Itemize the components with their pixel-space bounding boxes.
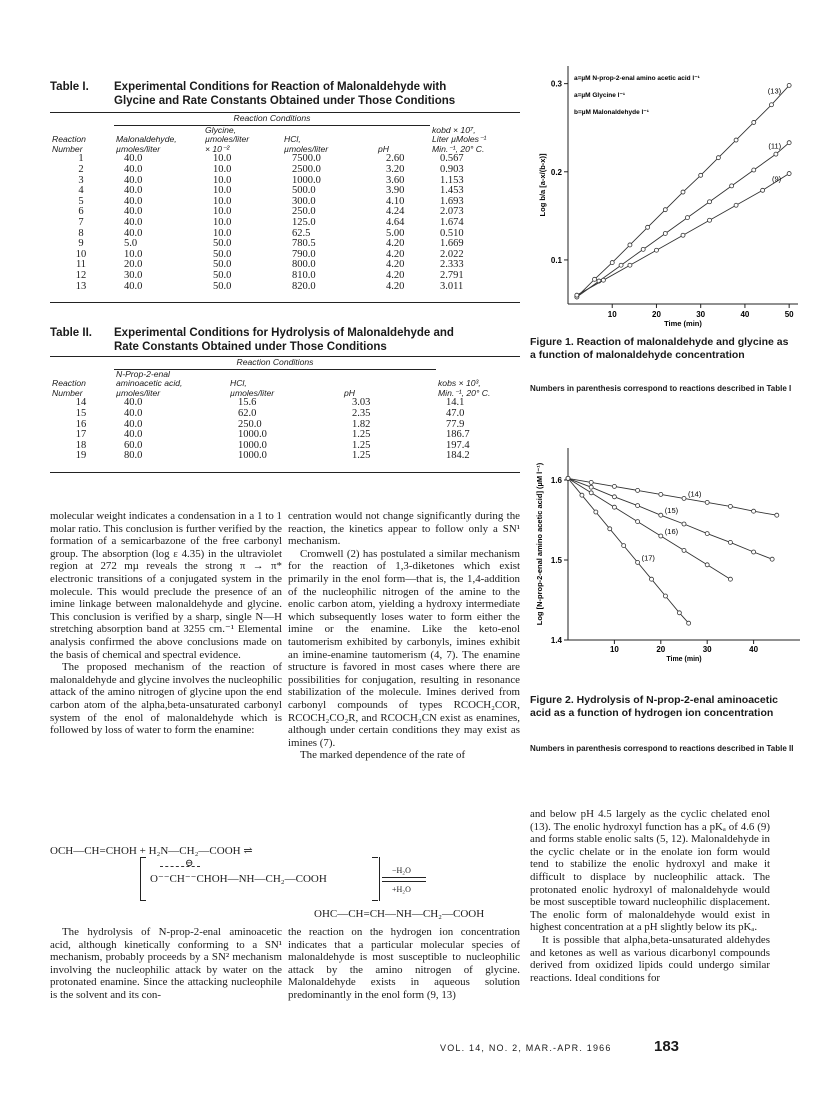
table1-cell: 780.5	[292, 238, 316, 250]
table1-cell: 30.0	[124, 269, 143, 281]
table2-cell: 62.0	[238, 407, 257, 419]
table1-group-header: Reaction Conditions	[114, 114, 430, 125]
table1-cell: 5.0	[124, 238, 138, 250]
fig1-data-point	[752, 120, 756, 124]
table1-cell: 1.693	[440, 195, 464, 207]
fig1-y-label: Log b/a [a-x/(b-x)]	[538, 153, 547, 217]
fig1-data-point	[734, 138, 738, 142]
table1-cell: 40.0	[124, 206, 143, 218]
fig1-series-label: (11)	[768, 141, 782, 151]
table2-cell: 250.0	[238, 418, 262, 430]
equation-plus-water: +H₂O	[392, 885, 411, 894]
table1-cell: 810.0	[292, 269, 316, 281]
fig1-series-line	[577, 143, 789, 297]
table1-cell: 50.0	[213, 238, 232, 250]
figure1-note: Numbers in parenthesis correspond to reactions described in Table I	[530, 384, 792, 393]
table1-cell: 800.0	[292, 259, 316, 271]
table1-cell: 10	[75, 248, 87, 260]
table1-row	[50, 218, 520, 229]
table1-cell: 3.20	[386, 163, 405, 175]
fig1-y-tick-label: 0.3	[550, 79, 562, 89]
table2-body	[50, 398, 520, 462]
table1-cell: 1.669	[440, 238, 464, 250]
column-3	[530, 808, 770, 984]
table2-cell: 40.0	[124, 397, 143, 409]
table1-cell: 40.0	[124, 216, 143, 228]
fig1-x-tick-label: 10	[607, 310, 617, 319]
table1-cell: 3	[78, 174, 84, 186]
table2-title-line1: Experimental Conditions for Hydrolysis of Malonaldehyde and	[114, 327, 454, 339]
fig2-data-point	[659, 513, 663, 517]
table2-cell: 47.0	[446, 407, 465, 419]
equation-charge: ⊖	[185, 858, 194, 869]
table1-cell: 10.0	[213, 153, 232, 165]
table1-cell: 9	[78, 238, 84, 250]
table2-cell: 1000.0	[238, 429, 267, 441]
table1-cell: 1000.0	[292, 174, 321, 186]
fig2-data-point	[728, 540, 732, 544]
table2-label: Table II.	[50, 327, 92, 339]
fig2-data-point	[608, 527, 612, 531]
fig2-data-point	[705, 532, 709, 536]
table1-title-line2: Glycine and Rate Constants Obtained under Those Conditions	[114, 95, 456, 107]
page-number: 183	[654, 1038, 680, 1055]
fig2-data-point	[752, 509, 756, 513]
fig2-data-point	[687, 621, 691, 625]
fig1-data-point	[601, 278, 605, 282]
table2-cell: 1.25	[352, 439, 371, 451]
fig1-data-point	[646, 225, 650, 229]
fig1-data-point	[774, 152, 778, 156]
table1-cell: 125.0	[292, 216, 316, 228]
table1-cell: 7500.0	[292, 153, 321, 165]
fig1-y-tick-label: 0.2	[550, 167, 562, 177]
table2-cell: 1.25	[352, 450, 371, 462]
table1: Reaction Conditions Reaction Number Malonaldehyde, µmoles/liter Glycine, µmoles/liter × 10⁻² HCl, µmoles/liter pH kobd × 10⁷, Liter µMoles⁻¹ Min.⁻¹, 20° C. 1 40.0 10.0 7500.0 2.60 0.567 2 40.0 10.0 2500.0 3.20 0.903 3 40.0 10.0 1000.0 3.60 1.153 4 40.0 10.0 500.0 3.90 1.453 5 40.0 10.0 300.0 4.10 1.693 6 40.0 10.0 250.0 4.24 2.073 7 40.0 10.0 125.0 4.64 1.674 8 40.0 10.0 62.5 5.00 0.510 9 5.0 50.0 780.5 4.20 1.669 10 10.0 50.0 790.0 4.20 2.022 11 20.0 50.0 800.0 4.20 2.333 12 30.0 50.0 810.0 4.20 2.791 13 40.0 50.0 820.0 4.20 3.011	[50, 114, 520, 292]
fig2-data-point	[677, 611, 681, 615]
fig2-data-point	[612, 505, 616, 509]
table1-cell: 50.0	[213, 280, 232, 292]
fig1-series-label: (9)	[771, 174, 782, 184]
fig1-data-point	[730, 184, 734, 188]
fig1-data-point	[610, 261, 614, 265]
table1-cell: 3.011	[440, 280, 464, 292]
col2-paragraph-1: centration would not change significantly during the reaction, the kinetics appear to follow only a SN¹ mechanism.	[288, 510, 520, 548]
fig1-data-point	[654, 248, 658, 252]
fig2-data-point	[589, 485, 593, 489]
fig2-data-point	[636, 488, 640, 492]
fig2-y-tick-label: 1.5	[550, 556, 562, 565]
fig1-data-point	[663, 208, 667, 212]
table1-cell: 62.5	[292, 227, 311, 239]
table1-cell: 2	[78, 163, 84, 175]
table1-cell: 10.0	[213, 195, 232, 207]
table1-cell: 10.0	[213, 163, 232, 175]
table1-cell: 10.0	[213, 206, 232, 218]
fig2-data-point	[659, 534, 663, 538]
table2-group-header: Reaction Conditions	[114, 358, 436, 369]
fig1-data-point	[761, 188, 765, 192]
table1-cell: 20.0	[124, 259, 143, 271]
fig2-data-point	[752, 550, 756, 554]
table1-cell: 40.0	[124, 280, 143, 292]
table2-cell: 1000.0	[238, 439, 267, 451]
fig1-data-point	[752, 168, 756, 172]
table1-cell: 5.00	[386, 227, 405, 239]
fig2-data-point	[775, 513, 779, 517]
table1-cell: 10.0	[124, 248, 143, 260]
table1-cell: 4.24	[386, 206, 405, 218]
fig2-data-point	[728, 577, 732, 581]
fig2-series-label: (16)	[664, 527, 679, 536]
table1-cell: 6	[78, 206, 84, 218]
table1-cell: 40.0	[124, 163, 143, 175]
fig2-x-tick-label: 40	[749, 645, 759, 654]
table1-cell: 1.153	[440, 174, 464, 186]
fig2-data-point	[612, 484, 616, 488]
table1-cell: 4.20	[386, 280, 405, 292]
table1-cell: 10.0	[213, 216, 232, 228]
table1-cell: 10.0	[213, 185, 232, 197]
fig2-data-point	[580, 493, 584, 497]
fig1-data-point	[663, 231, 667, 235]
table2: Reaction Conditions Reaction Number N-Prop-2-enal aminoacetic acid, µmoles/liter HCl, µmoles/liter pH kobs × 10³, Min.⁻¹, 20° C. 14 40.0 15.6 3.03 14.1 15 40.0 62.0 2.35 47.0 16 40.0 250.0 1.82 77.9 17 40.0 1000.0 1.25 186.7 18 60.0 1000.0 1.25 197.4 19 80.0 1000.0 1.25 184.2	[50, 358, 520, 462]
table1-cell: 1.674	[440, 216, 464, 228]
table1-cell: 2.791	[440, 269, 464, 281]
fig1-data-point	[575, 293, 579, 297]
table2-cell: 186.7	[446, 429, 470, 441]
table1-cell: 500.0	[292, 185, 316, 197]
fig1-data-point	[685, 216, 689, 220]
table2-cell: 1000.0	[238, 450, 267, 462]
table2-row	[50, 451, 520, 462]
fig1-data-point	[787, 172, 791, 176]
table1-cell: 40.0	[124, 227, 143, 239]
equation-line-2: O⁻⁻CH⁻⁻CHOH—NH—CH₂—COOH	[150, 873, 327, 885]
table2-caption	[50, 326, 520, 354]
fig2-x-tick-label: 20	[656, 645, 666, 654]
fig2-x-tick-label: 30	[702, 645, 712, 654]
table1-cell: 40.0	[124, 174, 143, 186]
column-2-bottom	[288, 926, 520, 1002]
col3-paragraph-2: It is possible that alpha,beta-unsaturated aldehydes and ketones as well as various dicarbonyl compounds derived from oxidized lipids could undergo similar reactions. Ideal conditions for	[530, 933, 770, 984]
fig2-data-point	[589, 491, 593, 495]
figure2-chart	[528, 440, 810, 664]
table1-cell: 50.0	[213, 269, 232, 281]
table2-row	[50, 409, 520, 420]
table2-cell: 1.25	[352, 429, 371, 441]
column-1-top	[50, 510, 282, 737]
fig1-data-point	[769, 103, 773, 107]
fig2-data-point	[659, 492, 663, 496]
table1-title-line1: Experimental Conditions for Reaction of Malonaldehyde with	[114, 81, 447, 93]
fig1-x-label: Time (min)	[664, 319, 702, 328]
fig1-data-point	[681, 190, 685, 194]
table2-cell: 1.82	[352, 418, 371, 430]
col1-paragraph-1: molecular weight indicates a condensation in a 1 to 1 molar ratio. This conclusion is further verified by the formation of a semicarbazone of the free carbonyl group. The absorption (log ε 4.35) in the ultraviolet region at 272 mµ reveals the strong π → π* electronic transitions of a conjugated system in the molecule. This would preclude the presence of an imine linkage between malonaldehyde and glycine. This conclusion is verified by a sharp, single N—H stretching absorption band at 3255 cm.⁻¹ Elemental analysis confirmed the above conclusions made on the basis of chemical and spectral evidence.	[50, 510, 282, 661]
table1-cell: 8	[78, 227, 84, 239]
table1-cell: 4.20	[386, 248, 405, 260]
fig1-data-point	[681, 233, 685, 237]
fig1-x-tick-label: 40	[740, 310, 750, 319]
fig1-data-point	[628, 263, 632, 267]
col1-paragraph-3: The hydrolysis of N-prop-2-enal aminoacetic acid, although kinetically conforming to a SN¹ mechanism, probably proceeds by a SN² mechanism involving the nucleophilic attack by water on the protonated enamine. Since the attacking nucleophile is the solvent and its con-	[50, 926, 282, 1001]
fig2-data-point	[589, 480, 593, 484]
figure1-caption: Figure 1. Reaction of malonaldehyde and glycine as a function of malonaldehyde concentration	[530, 336, 789, 361]
fig2-data-point	[650, 577, 654, 581]
fig2-data-point	[705, 563, 709, 567]
fig1-data-point	[628, 243, 632, 247]
table2-cell: 77.9	[446, 418, 465, 430]
table1-cell: 12	[75, 269, 87, 281]
fig2-series-line	[568, 478, 772, 559]
table1-cell: 1	[78, 153, 84, 165]
table1-cell: 790.0	[292, 248, 316, 260]
table1-cell: 2.022	[440, 248, 464, 260]
fig2-data-point	[566, 476, 570, 480]
table2-cell: 16	[75, 418, 87, 430]
figure1-chart	[528, 58, 810, 330]
table1-cell: 10.0	[213, 174, 232, 186]
table2-cell: 197.4	[446, 439, 470, 451]
fig1-data-point	[708, 200, 712, 204]
fig2-data-point	[770, 557, 774, 561]
equation-minus-water: −H₂O	[392, 866, 411, 875]
fig2-data-point	[636, 560, 640, 564]
table1-cell: 11	[75, 259, 87, 271]
fig1-data-point	[787, 83, 791, 87]
fig1-data-point	[619, 263, 623, 267]
fig1-data-point	[699, 173, 703, 177]
fig2-data-point	[636, 504, 640, 508]
fig2-series-label: (15)	[664, 506, 679, 516]
table1-cell: 820.0	[292, 280, 316, 292]
fig2-series-line	[568, 478, 689, 623]
table2-title-line2: Rate Constants Obtained under Those Conditions	[114, 341, 387, 353]
table1-cell: 40.0	[124, 153, 143, 165]
col3-paragraph-1: and below pH 4.5 largely as the cyclic chelated enol (13). The enolic hydroxyl function has a pKₐ of 4.6 (9) and forms stable enolic salts (5, 12). Malonaldehyde in the cyclic chelate or in the enolate ion form would tend to stabilize the enolic hydroxyl and make it difficult to displace by nucleophilic attack. The protonated enolic hydroxyl of malonaldehyde would be most susceptible toward nucleophilic displacement. The enolic form of malonaldehyde would exist in highest concentration at a pH slightly below its pKₐ.	[530, 808, 770, 934]
fig2-data-point	[682, 548, 686, 552]
table2-cell: 17	[75, 429, 87, 441]
table1-cell: 2.073	[440, 206, 464, 218]
table1-row	[50, 282, 520, 293]
col1-paragraph-2: The proposed mechanism of the reaction of malonaldehyde and glycine involves the nucleophilic attack of the amino nitrogen of glycine upon the end carbon atom of the alpha,beta-unsaturated carbonyl system of the enol of malonaldehyde which is followed by loss of water to form the enamine:	[50, 661, 282, 737]
table2-cell: 80.0	[124, 450, 143, 462]
table2-cell: 60.0	[124, 439, 143, 451]
table1-cell: 2.333	[440, 259, 464, 271]
table1-cell: 4.20	[386, 259, 405, 271]
table1-caption	[50, 80, 520, 108]
table1-cell: 3.90	[386, 185, 405, 197]
fig2-data-point	[682, 496, 686, 500]
table2-cell: 14	[75, 397, 87, 409]
table1-cell: 250.0	[292, 206, 316, 218]
table2-cell: 15	[75, 407, 87, 419]
table1-cell: 4.64	[386, 216, 405, 228]
column-2-top	[288, 510, 520, 762]
fig2-y-tick-label: 1.4	[550, 636, 562, 645]
col2-paragraph-2: Cromwell (2) has postulated a similar mechanism for the reaction of 1,3-diketones which exist primarily in the enol form—that is, the 1,4-addition of the nucleophilic nitrogen of the amine to the enolic carbon atom, yielding a hydroxy intermediate which subsequently loses water to form either the imine or the enamine. Like the keto-enol tautomerism exhibited by carbonyls, imines exhibit an imine-enamine tautomerism (4, 7). The enamine structure is favored in most cases where there are possibilities for conjugation, resulting in resonance stabilization of the molecule. Imines derived from carbonyl compounds of types RCOCH₂COR, RCOCH₂CO₂R, and RCOCH₂CN exist as enamines, although under certain conditions they may exist as imines (7).	[288, 547, 520, 749]
table2-cell: 40.0	[124, 429, 143, 441]
table2-cell: 3.03	[352, 397, 371, 409]
fig1-data-point	[708, 218, 712, 222]
table1-cell: 0.510	[440, 227, 464, 239]
table2-cell: 14.1	[446, 397, 465, 409]
table1-body	[50, 154, 520, 292]
fig1-legend-entry: a=µM Glycine l⁻¹	[574, 92, 626, 99]
table1-cell: 50.0	[213, 248, 232, 260]
table1-cell: 0.567	[440, 153, 464, 165]
table1-cell: 2500.0	[292, 163, 321, 175]
fig2-data-point	[612, 495, 616, 499]
fig2-y-tick-label: 1.6	[550, 476, 562, 485]
table2-cell: 18	[75, 439, 87, 451]
fig2-x-label: Time (min)	[666, 656, 702, 663]
table1-cell: 3.60	[386, 174, 405, 186]
table1-cell: 4.20	[386, 269, 405, 281]
equation-line-1: OCH—CH=CHOH + H₂N—CH₂—COOH ⇌	[50, 845, 253, 857]
table1-cell: 10.0	[213, 227, 232, 239]
table2-cell: 40.0	[124, 407, 143, 419]
fig2-y-label: Log [N-prop-2-enal amino acetic acid] (µM l⁻¹)	[535, 462, 544, 626]
fig1-x-tick-label: 20	[652, 310, 661, 319]
fig2-data-point	[622, 544, 626, 548]
table2-cell: 2.35	[352, 407, 371, 419]
table1-cell: 40.0	[124, 195, 143, 207]
table2-cell: 184.2	[446, 450, 470, 462]
fig1-data-point	[734, 203, 738, 207]
table1-cell: 1.453	[440, 185, 464, 197]
fig1-legend-entry: a=µM N-prop-2-enal amino acetic acid l⁻¹	[574, 75, 700, 82]
fig1-x-tick-label: 30	[696, 310, 706, 319]
fig2-series-label: (17)	[641, 553, 655, 563]
column-1-bottom	[50, 926, 282, 1002]
table1-cell: 2.60	[386, 153, 405, 165]
fig2-data-point	[636, 520, 640, 524]
fig2-data-point	[663, 594, 667, 598]
table1-cell: 50.0	[213, 259, 232, 271]
fig1-legend-entry: b=µM Malonaldehyde l⁻¹	[574, 109, 649, 116]
figure2-caption: Figure 2. Hydrolysis of N-prop-2-enal aminoacetic acid as a function of hydrogen ion concentration	[530, 694, 778, 719]
table1-cell: 5	[78, 195, 84, 207]
footer-journal: VOL. 14, NO. 2, MAR.-APR. 1966	[440, 1043, 612, 1053]
table1-row	[50, 271, 520, 282]
fig2-data-point	[682, 522, 686, 526]
table1-cell: 4.20	[386, 238, 405, 250]
fig2-x-tick-label: 10	[609, 645, 619, 654]
fig1-series-label: (13)	[767, 86, 782, 96]
equation-line-3: OHC—CH=CH—NH—CH₂—COOH	[314, 908, 485, 920]
table2-cell: 19	[75, 450, 87, 462]
table2-cell: 15.6	[238, 397, 257, 409]
fig2-data-point	[728, 504, 732, 508]
table1-cell: 40.0	[124, 185, 143, 197]
table1-cell: 7	[78, 216, 84, 228]
fig1-x-tick-label: 50	[784, 310, 794, 319]
table1-cell: 300.0	[292, 195, 316, 207]
table1-cell: 0.903	[440, 163, 464, 175]
fig1-data-point	[787, 141, 791, 145]
table1-cell: 13	[75, 280, 87, 292]
table2-cell: 40.0	[124, 418, 143, 430]
fig1-y-tick-label: 0.1	[550, 255, 562, 265]
fig1-data-point	[593, 277, 597, 281]
table1-cell: 4.10	[386, 195, 405, 207]
fig2-data-point	[705, 500, 709, 504]
table1-row	[50, 165, 520, 176]
col2-paragraph-4: the reaction on the hydrogen ion concentration indicates that a particular molecular species of malonaldehyde is most susceptible to nucleophilic attack by the amino nitrogen of glycine. Malonaldehyde exists in aqueous solution predominantly in the enol form (9, 13)	[288, 926, 520, 1001]
fig2-series-label: (14)	[688, 489, 702, 499]
figure2-note: Numbers in parenthesis correspond to reactions described in Table II	[530, 744, 794, 753]
fig2-data-point	[594, 510, 598, 514]
table1-label: Table I.	[50, 81, 89, 93]
fig1-data-point	[641, 247, 645, 251]
col2-paragraph-3: The marked dependence of the rate of	[300, 749, 466, 762]
fig1-data-point	[716, 156, 720, 160]
table1-cell: 4	[78, 185, 84, 197]
